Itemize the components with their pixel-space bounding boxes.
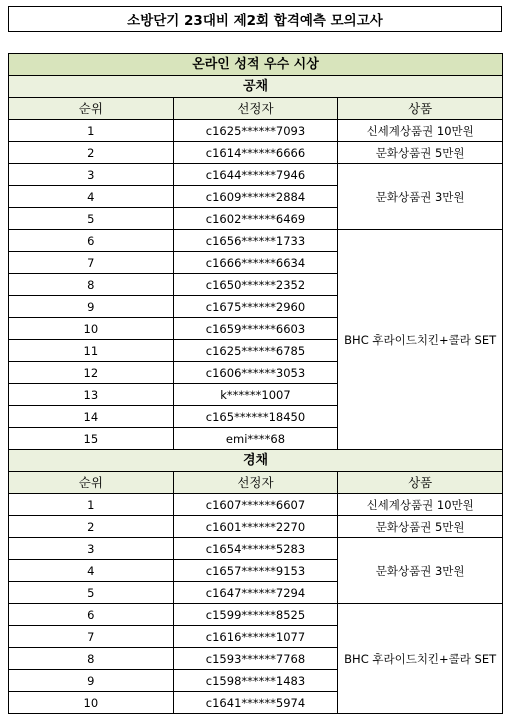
- banner-row: [9, 54, 503, 76]
- winner-cell: k******1007: [173, 384, 338, 406]
- prize-cell: BHC 후라이드치킨+콜라 SET: [338, 604, 503, 714]
- winner-cell: c1675******2960: [173, 296, 338, 318]
- prize-cell: 신세계상품권 10만원: [338, 120, 503, 142]
- table-row: [9, 142, 503, 164]
- winner-cell: c1654******5283: [173, 538, 338, 560]
- rank-cell: 8: [9, 648, 174, 670]
- table-row: [9, 120, 503, 142]
- rank-cell: 10: [9, 318, 174, 340]
- table-row: [9, 494, 503, 516]
- winner-cell: c1659******6603: [173, 318, 338, 340]
- banner-title: 온라인 성적 우수 시상: [9, 54, 503, 76]
- rank-cell: 10: [9, 692, 174, 714]
- winner-cell: c1599******8525: [173, 604, 338, 626]
- section-title: 공채: [9, 76, 503, 98]
- section-title: 경채: [9, 450, 503, 472]
- rank-cell: 3: [9, 164, 174, 186]
- document-title: 소방단기 23대비 제2회 합격예측 모의고사: [8, 6, 502, 32]
- winner-cell: c1601******2270: [173, 516, 338, 538]
- winner-cell: c1598******1483: [173, 670, 338, 692]
- prize-cell: 문화상품권 5만원: [338, 142, 503, 164]
- column-header-prize: 상품: [338, 472, 503, 494]
- winner-cell: c1656******1733: [173, 230, 338, 252]
- table-row: [9, 516, 503, 538]
- winner-cell: c1641******5974: [173, 692, 338, 714]
- rank-cell: 1: [9, 494, 174, 516]
- rank-cell: 2: [9, 516, 174, 538]
- winner-cell: c1616******1077: [173, 626, 338, 648]
- column-header-prize: 상품: [338, 98, 503, 120]
- winner-cell: c1609******2884: [173, 186, 338, 208]
- prize-cell: 문화상품권 3만원: [338, 538, 503, 604]
- prize-cell: 문화상품권 5만원: [338, 516, 503, 538]
- rank-cell: 5: [9, 208, 174, 230]
- table-row: [9, 604, 503, 626]
- rank-cell: 5: [9, 582, 174, 604]
- winner-cell: emi****68: [173, 428, 338, 450]
- winner-cell: c1606******3053: [173, 362, 338, 384]
- winner-cell: c1650******2352: [173, 274, 338, 296]
- winner-cell: c1625******7093: [173, 120, 338, 142]
- winner-cell: c1657******9153: [173, 560, 338, 582]
- prize-cell: 신세계상품권 10만원: [338, 494, 503, 516]
- results-table: [8, 53, 503, 714]
- rank-cell: 8: [9, 274, 174, 296]
- winner-cell: c1602******6469: [173, 208, 338, 230]
- rank-cell: 7: [9, 626, 174, 648]
- winner-cell: c1666******6634: [173, 252, 338, 274]
- rank-cell: 3: [9, 538, 174, 560]
- rank-cell: 9: [9, 670, 174, 692]
- rank-cell: 12: [9, 362, 174, 384]
- rank-cell: 2: [9, 142, 174, 164]
- results-table-body: [9, 54, 503, 714]
- rank-cell: 1: [9, 120, 174, 142]
- rank-cell: 6: [9, 604, 174, 626]
- table-row: [9, 230, 503, 252]
- prize-cell: BHC 후라이드치킨+콜라 SET: [338, 230, 503, 450]
- column-header-rank: 순위: [9, 98, 174, 120]
- table-row: [9, 164, 503, 186]
- section-row: [9, 450, 503, 472]
- rank-cell: 4: [9, 186, 174, 208]
- section-row: [9, 76, 503, 98]
- rank-cell: 15: [9, 428, 174, 450]
- rank-cell: 6: [9, 230, 174, 252]
- winner-cell: c1625******6785: [173, 340, 338, 362]
- winner-cell: c1644******7946: [173, 164, 338, 186]
- rank-cell: 11: [9, 340, 174, 362]
- winner-cell: c1614******6666: [173, 142, 338, 164]
- winner-cell: c1607******6607: [173, 494, 338, 516]
- winner-cell: c165******18450: [173, 406, 338, 428]
- column-header-winner: 선정자: [173, 472, 338, 494]
- column-header-rank: 순위: [9, 472, 174, 494]
- prize-cell: 문화상품권 3만원: [338, 164, 503, 230]
- rank-cell: 14: [9, 406, 174, 428]
- column-header-row: [9, 472, 503, 494]
- column-header-winner: 선정자: [173, 98, 338, 120]
- rank-cell: 4: [9, 560, 174, 582]
- column-header-row: [9, 98, 503, 120]
- winner-cell: c1647******7294: [173, 582, 338, 604]
- table-row: [9, 538, 503, 560]
- winner-cell: c1593******7768: [173, 648, 338, 670]
- rank-cell: 13: [9, 384, 174, 406]
- rank-cell: 9: [9, 296, 174, 318]
- rank-cell: 7: [9, 252, 174, 274]
